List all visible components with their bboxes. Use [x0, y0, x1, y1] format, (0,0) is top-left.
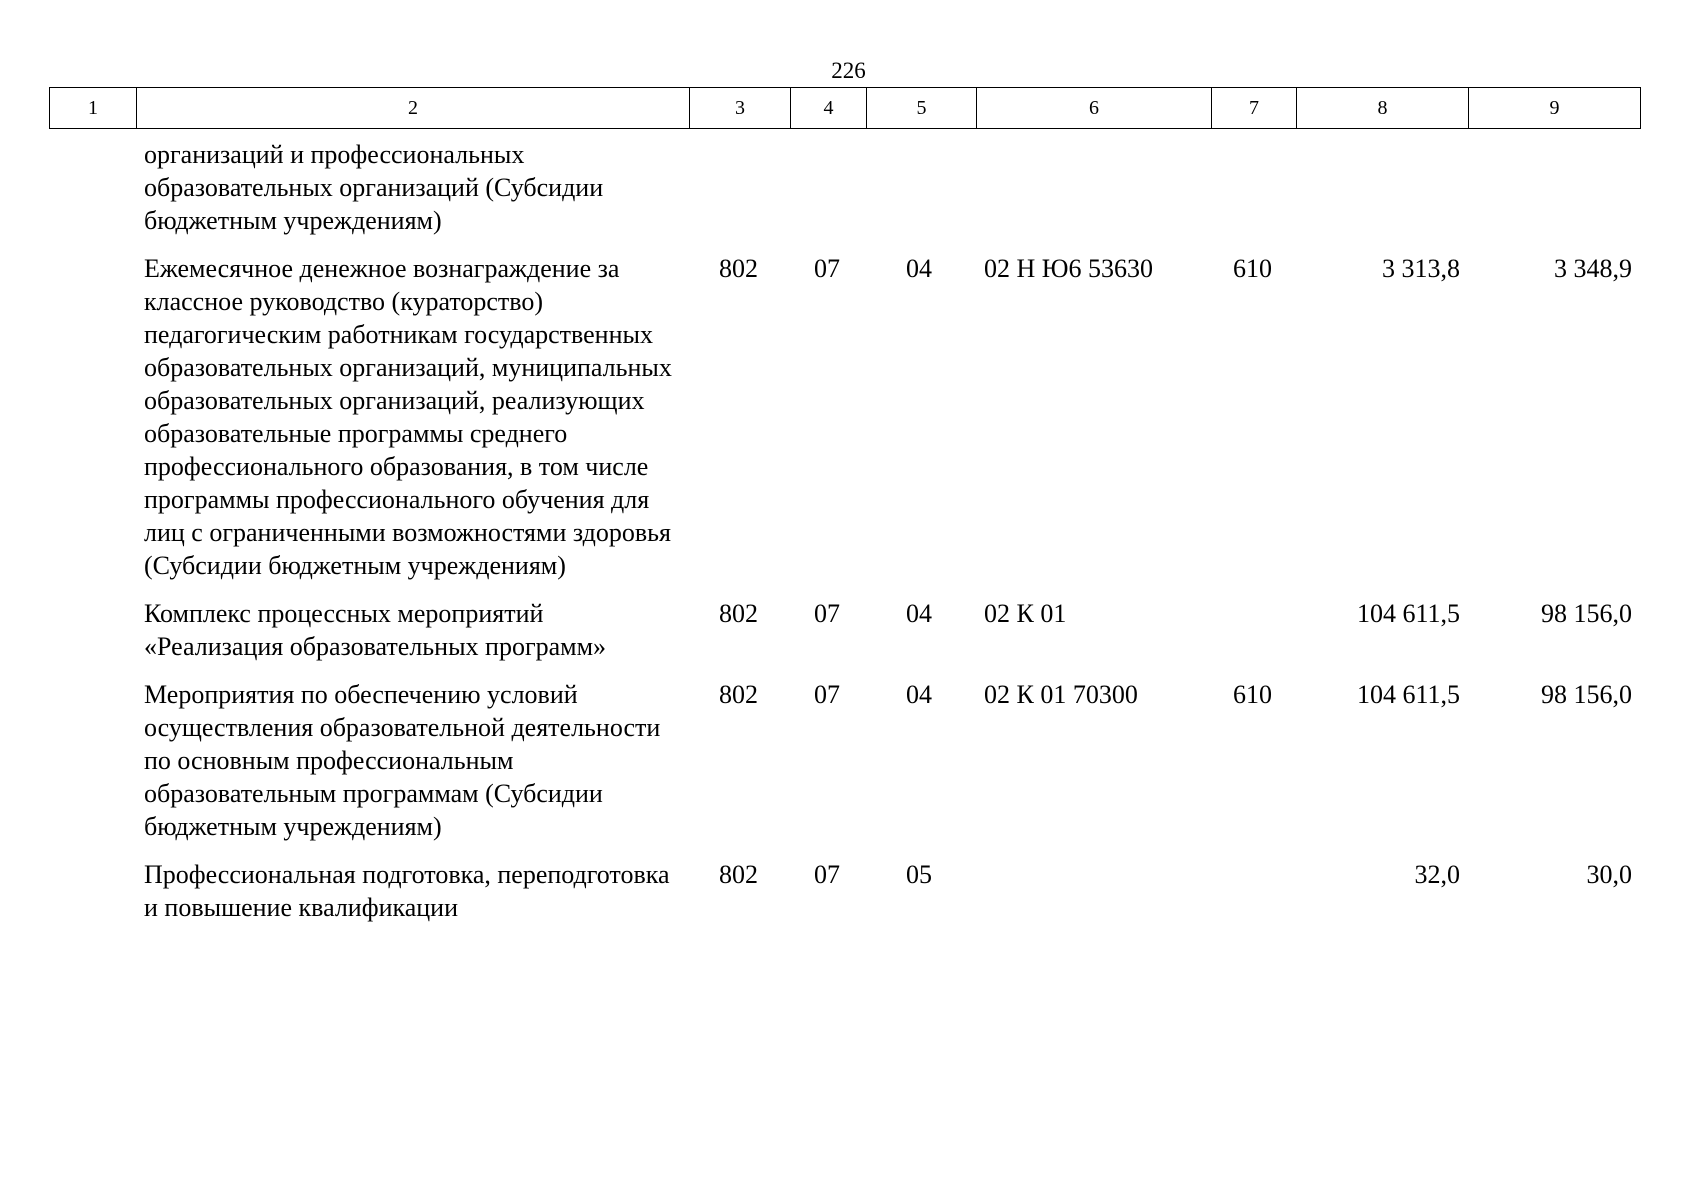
- row-ved: 802: [719, 680, 758, 709]
- row-ved: 802: [719, 599, 758, 628]
- row-section: [790, 138, 866, 252]
- row-ved: [689, 138, 790, 252]
- row-target-article: 02 Н Ю6 53630: [984, 254, 1153, 283]
- row-amount-2: 30,0: [1586, 860, 1632, 889]
- row-subsection: [866, 138, 976, 252]
- column-number-row: [50, 88, 1641, 129]
- row-section: 07: [814, 680, 840, 709]
- column-header-table: [49, 87, 1641, 129]
- row-name: организаций и профессиональных образовательных организаций (Субсидии бюджетным учреждениям): [144, 140, 604, 235]
- column-number-1: 1: [50, 88, 137, 129]
- row-expense-type: [1211, 138, 1296, 252]
- row-name: Мероприятия по обеспечению условий осуществления образовательной деятельности по основным профессиональным образовательным программам (Субсидии бюджетным учреждениям): [144, 680, 661, 841]
- row-name: Ежемесячное денежное вознаграждение за классное руководство (кураторство) педагогическим работникам государственных образовательных организаций, муниципальных образовательных организаций, реализующих образовательные программы среднего профессионального образования, в том числе программы профессионального обучения для лиц с ограниченными возможностями здоровья (Субсидии бюджетным учреждениям): [144, 254, 672, 580]
- table-row: [49, 858, 1640, 924]
- row-amount-1: [1296, 138, 1468, 252]
- row-subsection: 04: [906, 599, 932, 628]
- column-number-7: 7: [1212, 88, 1297, 129]
- row-amount-2: [1468, 138, 1640, 252]
- row-ved: 802: [719, 860, 758, 889]
- column-number-3: 3: [690, 88, 791, 129]
- row-target-article: 02 К 01 70300: [984, 680, 1138, 709]
- column-number-6: 6: [977, 88, 1212, 129]
- table-row: [49, 252, 1640, 597]
- column-number-5: 5: [867, 88, 977, 129]
- row-target-article: [976, 138, 1211, 252]
- row-amount-1: 32,0: [1414, 860, 1460, 889]
- row-subsection: 05: [906, 860, 932, 889]
- column-number-4: 4: [791, 88, 867, 129]
- row-amount-1: 104 611,5: [1356, 599, 1460, 628]
- column-number-9: 9: [1469, 88, 1641, 129]
- row-ved: 802: [719, 254, 758, 283]
- row-name: Комплекс процессных мероприятий «Реализация образовательных программ»: [144, 599, 607, 661]
- row-section: 07: [814, 860, 840, 889]
- table-row: [49, 597, 1640, 678]
- row-expense-type: [1211, 858, 1296, 924]
- budget-table-body: [49, 138, 1640, 924]
- row-target-article: 02 К 01: [984, 599, 1067, 628]
- column-number-2: 2: [137, 88, 690, 129]
- row-subsection: 04: [906, 254, 932, 283]
- row-amount-2: 98 156,0: [1541, 599, 1632, 628]
- row-amount-1: 3 313,8: [1382, 254, 1460, 283]
- row-expense-type: 610: [1233, 254, 1272, 283]
- row-expense-type: [1211, 597, 1296, 678]
- row-section: 07: [814, 599, 840, 628]
- row-expense-type: 610: [1233, 680, 1272, 709]
- page-number: 226: [831, 58, 866, 83]
- row-section: 07: [814, 254, 840, 283]
- table-row: [49, 678, 1640, 858]
- row-amount-2: 3 348,9: [1554, 254, 1632, 283]
- table-row: [49, 138, 1640, 252]
- row-name: Профессиональная подготовка, переподготовка и повышение квалификации: [144, 860, 670, 922]
- row-target-article: [976, 858, 1211, 924]
- row-amount-1: 104 611,5: [1356, 680, 1460, 709]
- column-number-8: 8: [1297, 88, 1469, 129]
- row-subsection: 04: [906, 680, 932, 709]
- row-amount-2: 98 156,0: [1541, 680, 1632, 709]
